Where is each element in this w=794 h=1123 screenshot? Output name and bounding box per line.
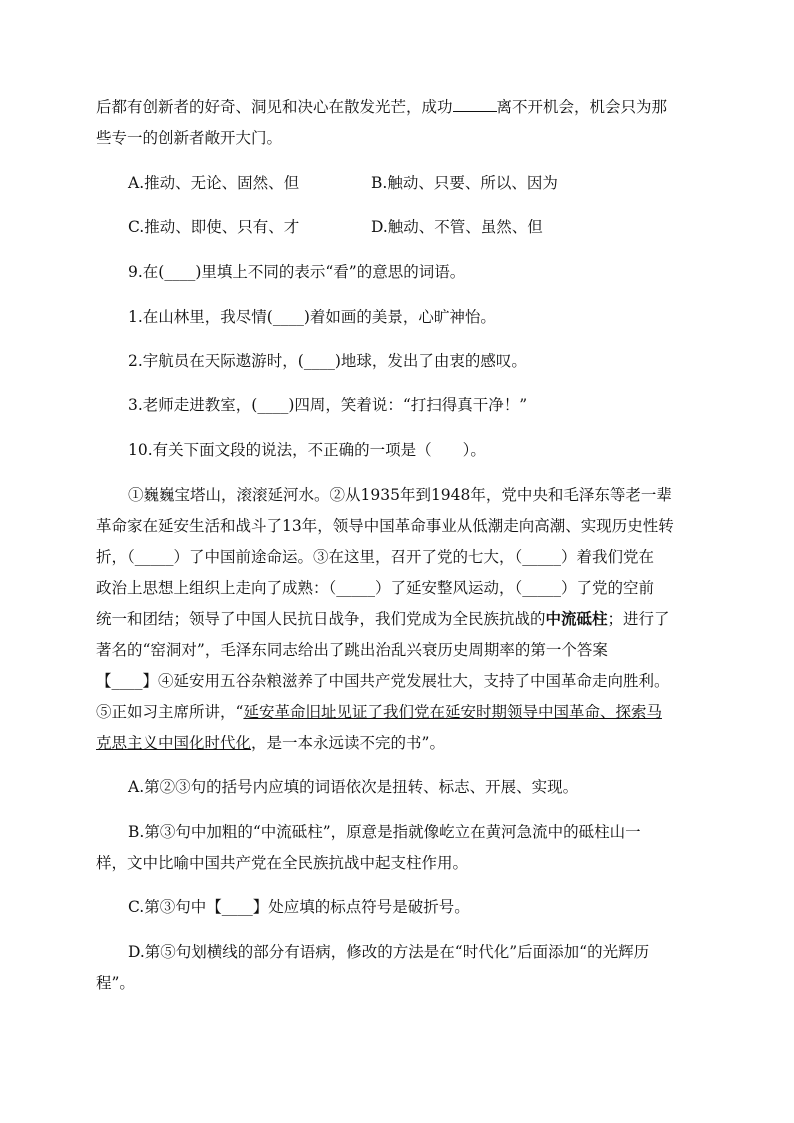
q9-stem: 9.在(____)里填上不同的表示“看”的意思的词语。 xyxy=(128,263,466,281)
q10-passage-line-5 xyxy=(96,608,696,630)
q8-option-c: C.推动、即使、只有、才 xyxy=(128,218,300,236)
q9-item-1: 1.在山林里，我尽情(____)着如画的美景，心旷神怡。 xyxy=(128,308,496,326)
q8-line1-part-b: 离不开机会，机会只为那 xyxy=(496,98,668,116)
q10-option-b-line-2: 样，文中比喻中国共产党在全民族抗战中起支柱作用。 xyxy=(96,854,469,872)
q10-passage-line-7: 【____】④延安用五谷杂粮滋养了中国共产党发展壮大，支持了中国革命走向胜利。 xyxy=(96,672,670,690)
q8-option-d: D.触动、不管、虽然、但 xyxy=(371,218,543,236)
q10-passage-line-9 xyxy=(96,732,696,754)
q8-text-line-2: 些专一的创新者敞开大门。 xyxy=(96,129,283,147)
underlined-sentence-part-2: 克思主义中国化时代化 xyxy=(96,734,252,752)
q10-option-d-line-1: D.第⑤句划横线的部分有语病，修改的方法是在“时代化”后面添加“的光辉历 xyxy=(128,943,650,961)
q10-p8-part-a: ⑤正如习主席所讲，“ xyxy=(96,703,244,721)
q10-passage-line-4: 政治上思想上组织上走向了成熟：（_____）了延安整风运动，（_____）了党的空前 xyxy=(96,579,655,597)
q9-item-2: 2.宇航员在天际遨游时，(____)地球，发出了由衷的感叹。 xyxy=(128,352,527,370)
q8-option-a: A.推动、无论、固然、但 xyxy=(128,174,300,192)
q10-passage-line-6: 著名的“窑洞对”，毛泽东同志给出了跳出治乱兴衰历史周期率的第一个答案 xyxy=(96,641,608,659)
q9-item-3: 3.老师走进教室，(____)四周，笑着说：“打扫得真干净！” xyxy=(128,396,528,414)
q8-option-b: B.触动、只要、所以、因为 xyxy=(371,174,558,192)
q10-passage-line-3: 折，（_____）了中国前途命运。③在这里，召开了党的七大，（_____）着我们党在 xyxy=(96,548,655,566)
bold-term: 中流砥柱 xyxy=(545,609,608,628)
q10-stem: 10.有关下面文段的说法，不正确的一项是（ ）。 xyxy=(128,441,486,459)
q10-p9-part-b: ，是一本永远读不完的书”。 xyxy=(251,734,445,752)
q10-passage-line-8 xyxy=(96,701,696,723)
q8-text-line-1 xyxy=(96,96,696,118)
q8-line1-part-a: 后都有创新者的好奇、洞见和决心在散发光芒，成功 xyxy=(96,98,453,116)
q10-option-a: A.第②③句的括号内应填的词语依次是扭转、标志、开展、实现。 xyxy=(128,778,579,796)
q10-p5-part-a: 统一和团结；领导了中国人民抗日战争，我们党成为全民族抗战的 xyxy=(96,610,546,628)
q10-p5-part-b: ；进行了 xyxy=(607,610,670,628)
underlined-sentence-part-1: 延安革命旧址见证了我们党在延安时期领导中国革命、探索马 xyxy=(243,703,662,721)
q10-option-c: C.第③句中【____】处应填的标点符号是破折号。 xyxy=(128,898,470,916)
q8-blank xyxy=(453,96,497,112)
q10-passage-line-1: ①巍巍宝塔山，滚滚延河水。②从1935年到1948年，党中央和毛泽东等老一辈 xyxy=(128,486,672,504)
q10-option-b-line-1: B.第③句中加粗的“中流砥柱”，原意是指就像屹立在黄河急流中的砥柱山一 xyxy=(128,823,641,841)
q10-option-d-line-2: 程”。 xyxy=(96,974,135,992)
q10-passage-line-2: 革命家在延安生活和战斗了13年，领导中国革命事业从低潮走向高潮、实现历史性转 xyxy=(96,517,674,535)
